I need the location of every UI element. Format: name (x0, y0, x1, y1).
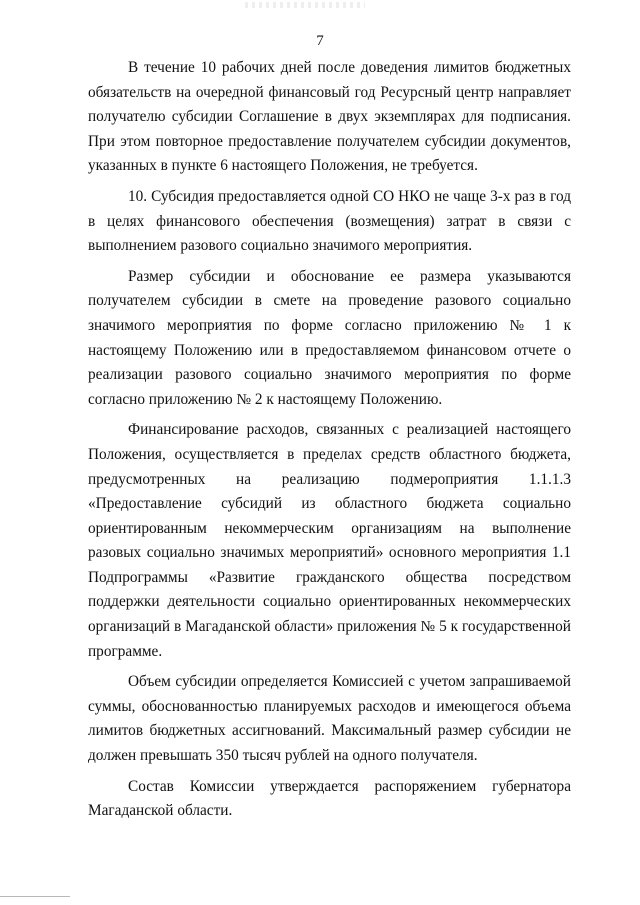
paragraph-commission: Состав Комиссии утверждается распоряжением губернатора Магаданской области. (88, 777, 571, 820)
paragraph-subsidy-frequency: 10. Субсидия предоставляется одной СО НКО не чаще 3-х раз в год в целях финансового обеспечения (возмещения) затрат в связи с выполнением разового социально значимого мероприятия. (88, 187, 571, 255)
paragraph-subsidy-volume: Объем субсидии определяется Комиссией с учетом запрашиваемой суммы, обоснованностью планируемых расходов и имеющегося объема лимитов бюджетных ассигнований. Максимальный размер субсидии не должен превышать 350 тысяч рублей на одного получателя. (88, 673, 571, 765)
bottom-divider (0, 896, 70, 897)
paragraph-subsidy-amount: Размер субсидии и обоснование ее размера указываются получателем субсидии в смете на проведение разового социально значимого мероприятия по форме согласно приложению № 1 к настоящему Положению или в предоставляемом финансовом отчете о реализации разового социально значимого мероприятия по форме согласно приложению № 2 к настоящему Положению. (88, 267, 571, 408)
page-number: 7 (316, 33, 324, 49)
scan-artifact (245, 2, 365, 8)
document-body (88, 56, 571, 824)
paragraph-funding: Финансирование расходов, связанных с реализацией настоящего Положения, осуществляется в пределах средств областного бюджета, предусмотренных на реализацию подмероприятия 1.1.1.3 «Предоставление субсидий из областного бюджета социально ориентированным некоммерческим организациям на выполнение разовых социально значимых мероприятий» основного мероприятия 1.1 Подпрограммы «Развитие гражданского общества посредством поддержки деятельности социально ориентированных некоммерческих организаций в Магаданской области» приложения № 5 к государственной программе. (88, 421, 571, 660)
paragraph-agreement-deadline: В течение 10 рабочих дней после доведения лимитов бюджетных обязательств на очередной финансовый год Ресурсный центр направляет получателю субсидии Соглашение в двух экземплярах для подписания. При этом повторное предоставление получателем субсидии документов, указанных в пункте 6 настоящего Положения, не требуется. (88, 59, 571, 175)
